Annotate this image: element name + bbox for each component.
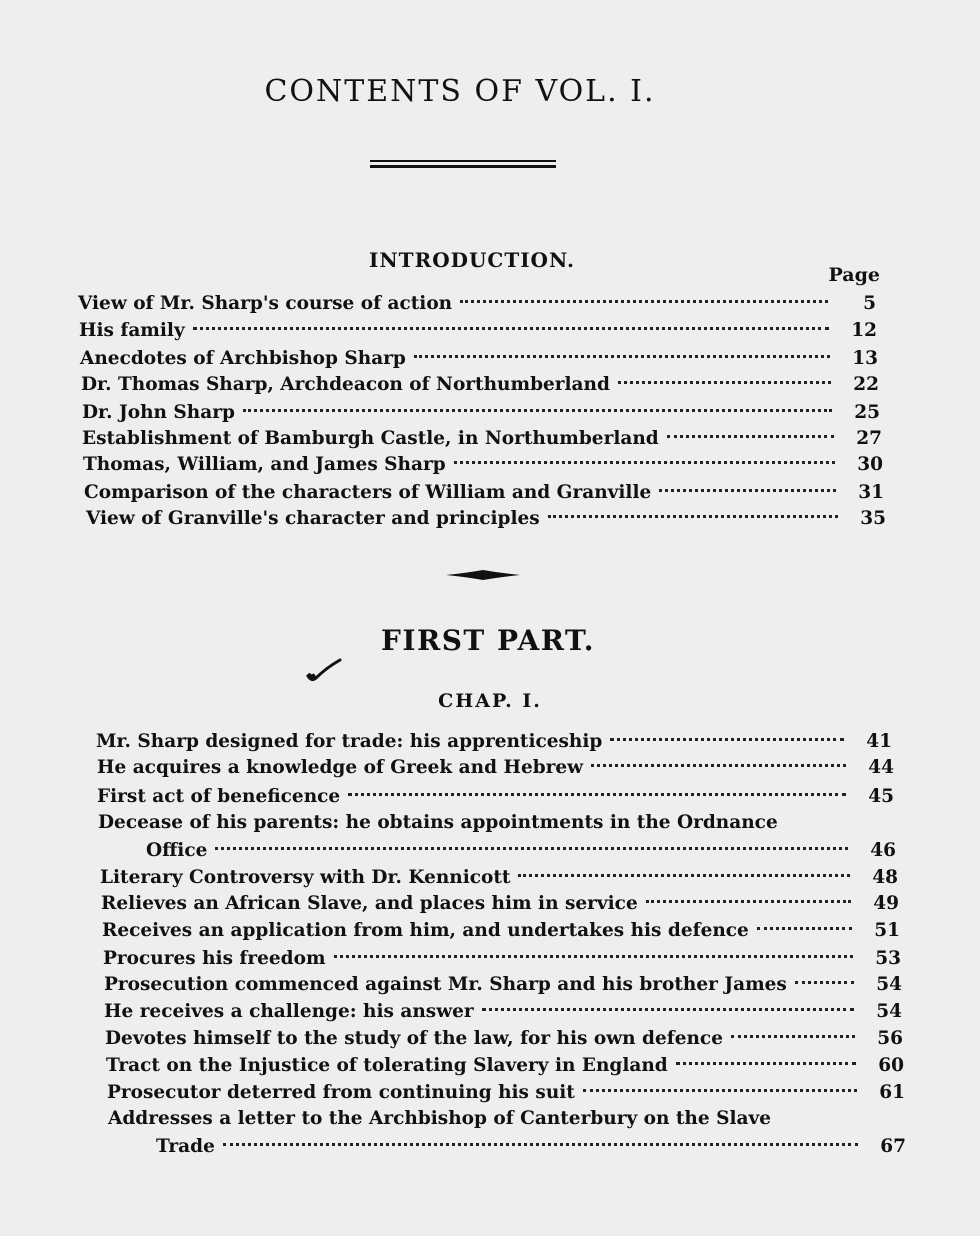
dot-leader [223,1143,858,1146]
dot-leader [460,300,828,303]
dot-leader [414,355,830,358]
dot-leader [676,1062,856,1065]
toc-entry-page: 44 [868,757,894,778]
toc-entry-text: Thomas, William, and James Sharp [83,454,446,475]
toc-entry[interactable] [101,891,899,917]
dot-leader [757,927,852,930]
dot-leader [215,847,848,850]
toc-entry-text: Procures his freedom [103,948,326,969]
toc-entry[interactable] [102,918,900,944]
toc-entry-page: 41 [866,731,892,752]
dot-leader [193,327,829,330]
toc-entry-text: Devotes himself to the study of the law, for his own defence [105,1028,723,1049]
toc-entry-page: 51 [874,920,900,941]
toc-entry-page: 60 [878,1055,904,1076]
toc-entry[interactable] [83,452,883,478]
toc-entry[interactable] [104,972,902,998]
toc-entry[interactable] [104,999,902,1025]
dot-leader [795,981,854,984]
dot-leader [518,874,850,877]
dot-leader [591,764,846,767]
pen-tick-mark-icon [306,658,342,684]
toc-entry-page: 27 [856,428,882,449]
toc-entry-text: Office [146,840,208,861]
toc-entry-page: 5 [863,293,876,314]
dot-leader [334,955,853,958]
toc-entry-page: 12 [851,320,877,341]
toc-entry-text: Receives an application from him, and undertakes his defence [102,920,749,941]
toc-entry[interactable] [81,372,879,398]
ornament-divider-icon [446,570,520,580]
toc-entry-text: He receives a challenge: his answer [104,1001,474,1022]
toc-entry[interactable] [103,946,901,972]
toc-entry[interactable] [106,1053,904,1079]
toc-entry-text: Mr. Sharp designed for trade: his apprenticeship [96,731,603,752]
toc-entry-page: 48 [872,867,898,888]
toc-entry-text: Dr. Thomas Sharp, Archdeacon of Northumberland [81,374,610,395]
toc-entry-continued-start[interactable] [98,810,858,836]
toc-entry-text: Comparison of the characters of William and Granville [84,482,652,503]
dot-leader [454,461,835,464]
toc-entry-text: Addresses a letter to the Archbishop of Canterbury on the Slave [108,1108,771,1129]
toc-entry-page: 56 [877,1028,903,1049]
toc-entry-text: Decease of his parents: he obtains appointments in the Ordnance [98,812,778,833]
dot-leader [583,1089,857,1092]
toc-entry-page: 54 [876,974,902,995]
toc-entry-text: Prosecution commenced against Mr. Sharp and his brother James [104,974,787,995]
toc-entry-page: 13 [852,348,878,369]
toc-entry[interactable] [80,346,878,372]
toc-entry-text: Relieves an African Slave, and places him in service [101,893,638,914]
toc-entry[interactable] [105,1026,903,1052]
toc-entry-page: 67 [880,1136,906,1157]
toc-entry-page: 25 [854,402,880,423]
toc-entry[interactable] [108,1134,906,1160]
toc-entry-page: 45 [868,786,894,807]
toc-entry-page: 31 [858,482,884,503]
dot-leader [667,435,834,438]
dot-leader [548,515,838,518]
toc-entry[interactable] [82,426,882,452]
toc-entry[interactable] [84,480,884,506]
toc-entry-page: 54 [876,1001,902,1022]
dot-leader [610,738,844,741]
toc-entry-text: He acquires a knowledge of Greek and Hebrew [97,757,584,778]
dot-leader [482,1008,854,1011]
toc-entry[interactable] [97,755,894,781]
page-column-label: Page [828,264,880,286]
toc-entry[interactable] [97,784,894,810]
toc-entry-page: 49 [873,893,899,914]
toc-entry-text: View of Granville's character and principles [86,508,540,529]
dot-leader [348,793,846,796]
toc-entry-page: 35 [860,508,886,529]
toc-entry-text: Tract on the Injustice of tolerating Slavery in England [106,1055,668,1076]
introduction-heading: INTRODUCTION. [369,248,575,272]
toc-entry[interactable] [82,400,880,426]
chapter-heading: CHAP. I. [438,690,542,712]
toc-entry[interactable] [100,865,898,891]
toc-entry-page: 30 [857,454,883,475]
toc-entry[interactable] [86,506,886,532]
toc-entry[interactable] [78,291,876,317]
page-title: CONTENTS OF VOL. I. [264,74,656,109]
toc-entry[interactable] [98,838,896,864]
toc-entry-text: Anecdotes of Archbishop Sharp [80,348,406,369]
toc-entry-text: His family [79,320,185,341]
toc-entry-text: Literary Controversy with Dr. Kennicott [100,867,511,888]
toc-entry-text: Establishment of Bamburgh Castle, in Northumberland [82,428,659,449]
title-double-rule [370,160,556,168]
dot-leader [659,489,836,492]
toc-entry[interactable] [107,1080,905,1106]
toc-entry[interactable] [96,729,892,755]
toc-entry-page: 53 [875,948,901,969]
first-part-heading: FIRST PART. [380,624,596,657]
toc-entry-text: Prosecutor deterred from continuing his suit [107,1082,575,1103]
toc-entry-text: Dr. John Sharp [82,402,235,423]
toc-entry[interactable] [79,318,877,344]
toc-entry-text: First act of beneficence [97,786,341,807]
dot-leader [731,1035,855,1038]
toc-entry-page: 22 [853,374,879,395]
toc-entry-text: Trade [156,1136,215,1157]
dot-leader [646,900,851,903]
toc-entry-page: 61 [879,1082,905,1103]
toc-entry-text: View of Mr. Sharp's course of action [78,293,453,314]
dot-leader [618,381,831,384]
toc-entry-page: 46 [870,840,896,861]
toc-entry-continued-start[interactable] [108,1106,868,1132]
dot-leader [243,409,832,412]
